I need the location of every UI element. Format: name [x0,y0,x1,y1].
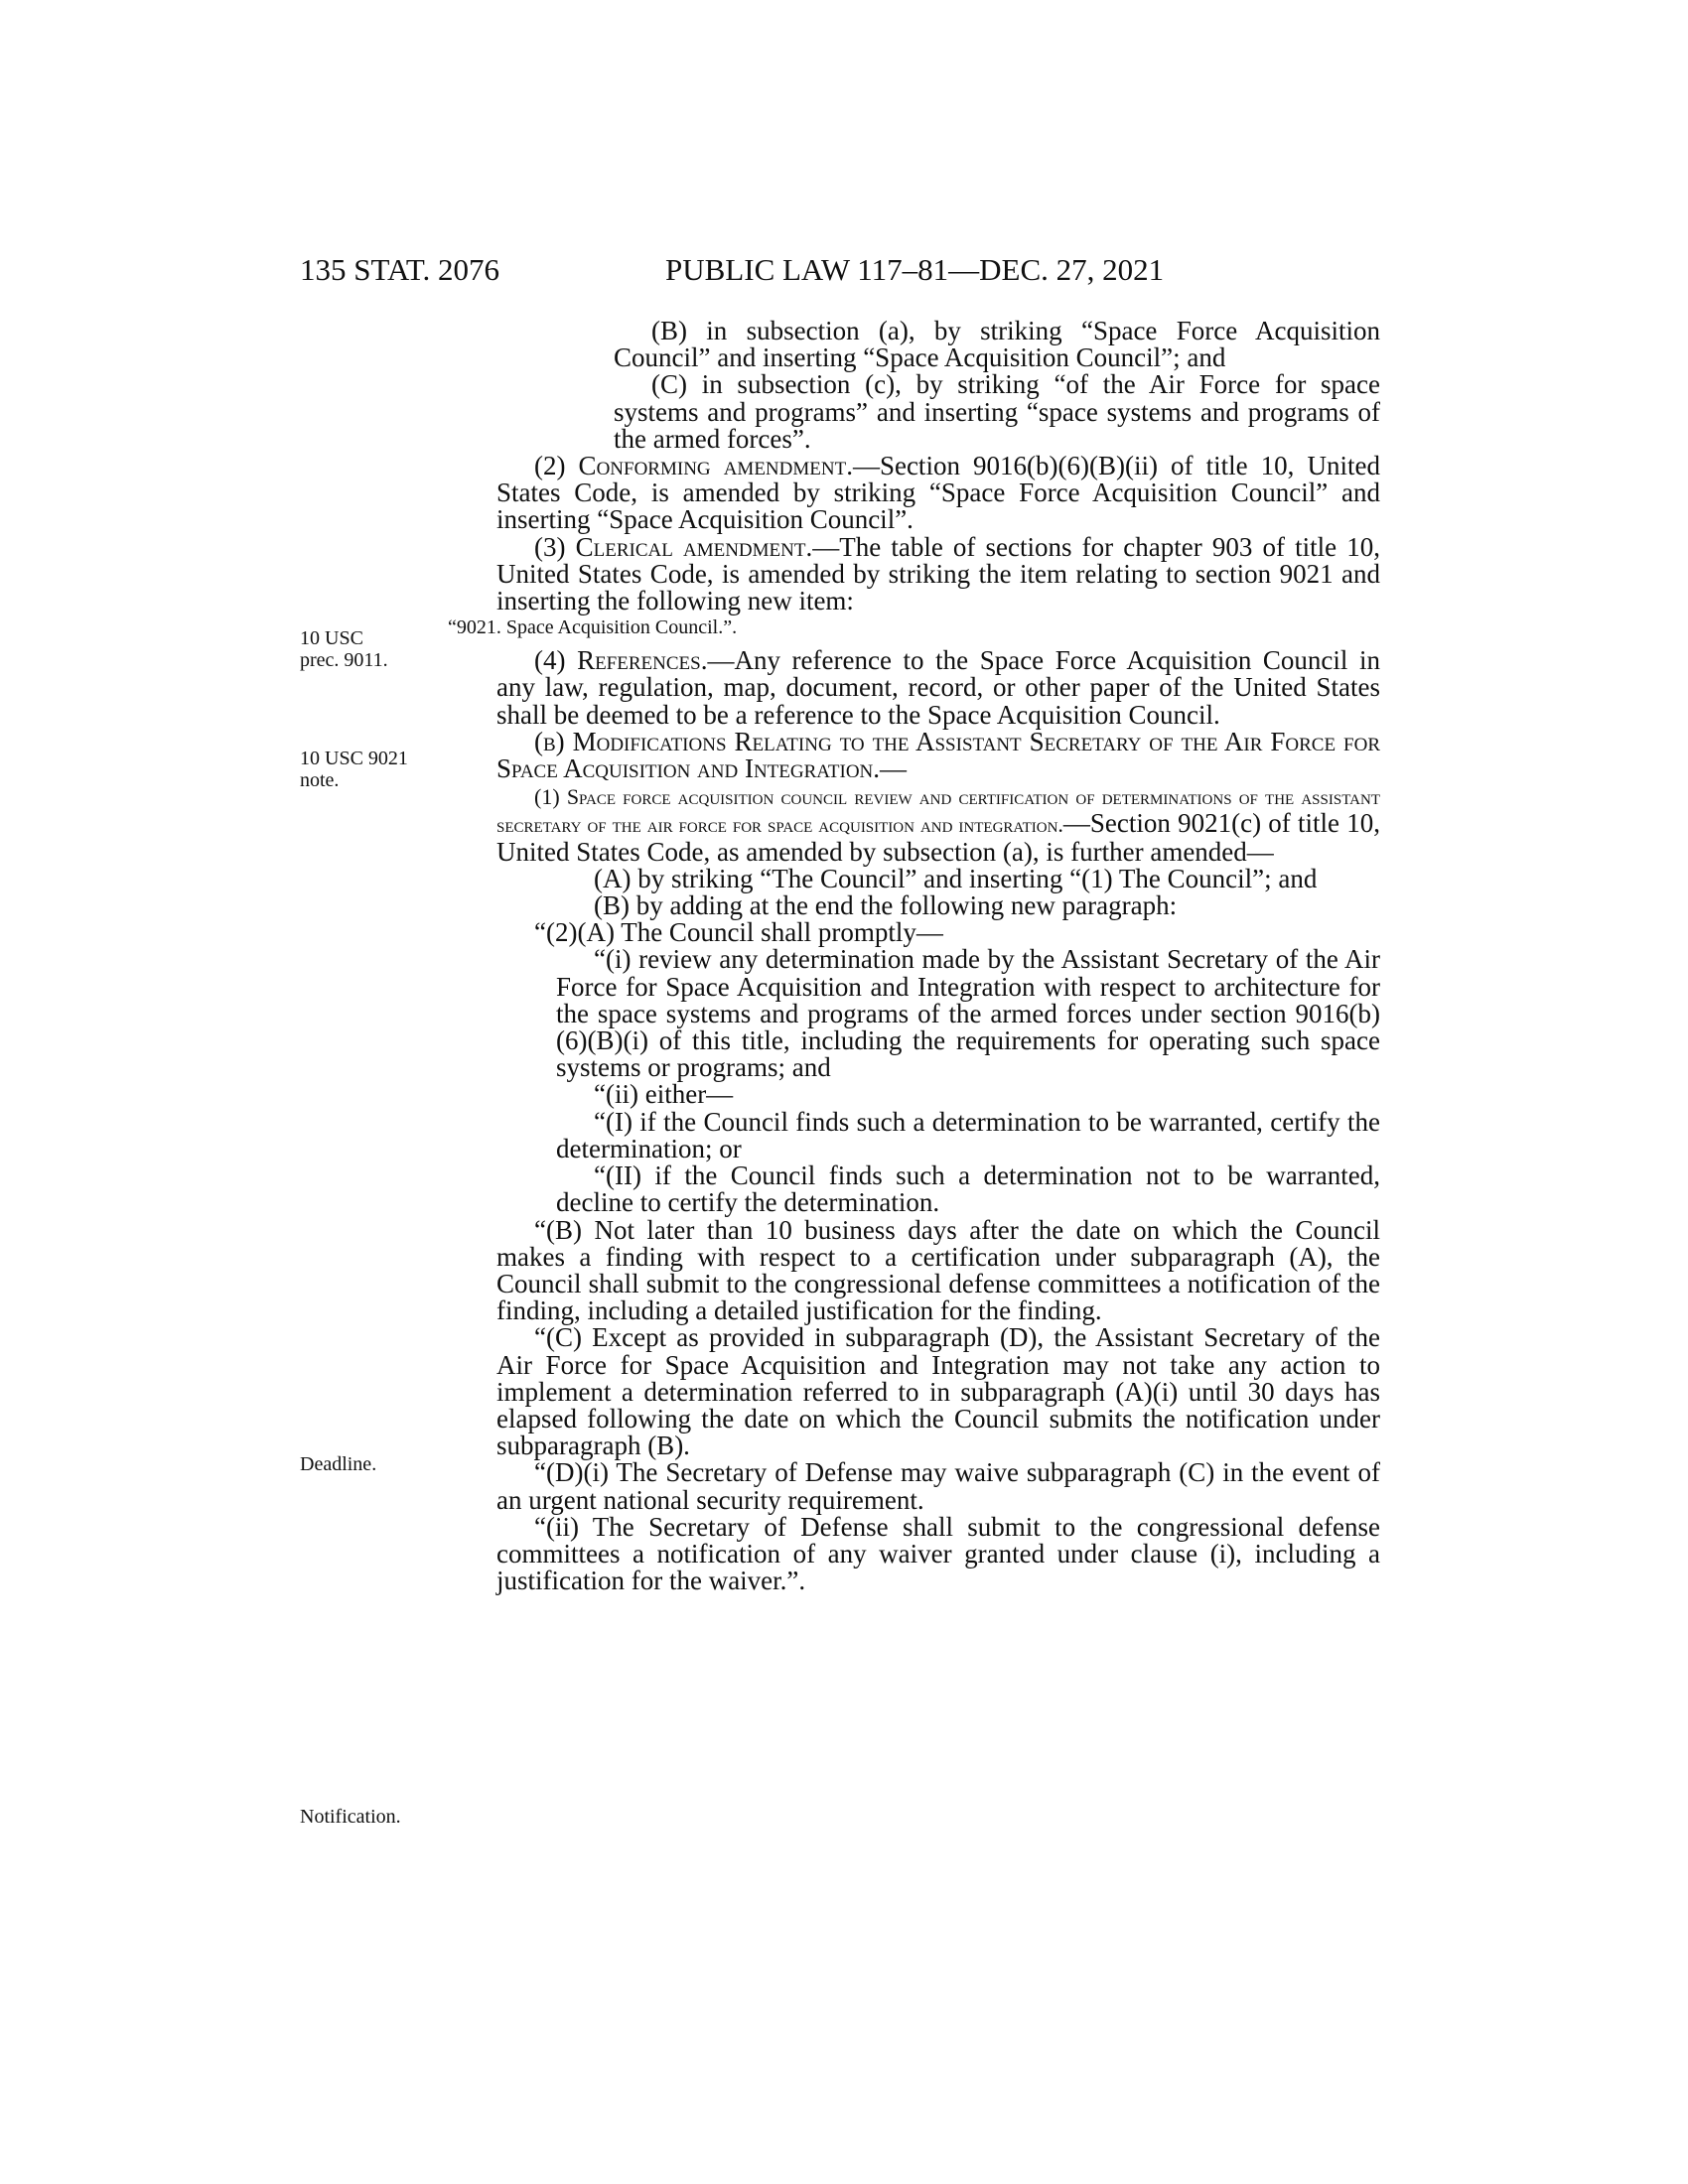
text-references: —Any reference to the Space Force Acquisition Council in any law, regulation, map, document, record, or other paper of the United States shall be deemed to be a reference to the Space Acquisition Council. [496,645,1381,730]
stat-page-number: 135 STAT. 2076 [300,252,500,287]
paragraph-references [496,647,1380,729]
quoted-i-review: “(i) review any determination made by the Assistant Secretary of the Air Force for Space Acquisition and Integration with respect to architecture for the space systems and programs of the armed forces under section 9016(b)(6)(B)(i) of this title, including the requirements for operating such space systems or programs; and [556,944,1380,1083]
paragraph-review-certification [496,782,1380,866]
margin-note-note-line2: note. [300,769,340,791]
margin-note-prec-line2: prec. 9011. [300,649,388,671]
quoted-II-not-warranted: “(II) if the Council finds such a determination not to be warranted, decline to certify the determination. [556,1160,1380,1218]
subsection-b-heading: (b) Modifications Relating to the Assistant Secretary of the Air Force for Space Acquisition and Integration.— [496,726,1380,784]
text-conforming-amendment: —Section 9016(b)(6)(B)(ii) of title 10, United States Code, is amended by striking “Space Force Acquisition Council” and inserting “Space Acquisition Council”. [496,451,1380,535]
quoted-2a: “(2)(A) The Council shall promptly— [534,917,943,948]
margin-note-note [300,748,449,791]
paragraph-b: (B) in subsection (a), by striking “Space Force Acquisition Council” and inserting “Space Acquisition Council”; and [614,316,1380,373]
new-table-item: “9021. Space Acquisition Council.”. [448,616,738,639]
margin-note-prec-line1: 10 USC [300,627,363,649]
quoted-ii-notification: “(ii) The Secretary of Defense shall submit to the congressional defense committees a notification of any waiver granted under clause (i), including a justification for the waiver.”. [496,1511,1380,1596]
paragraph-conforming-amendment [437,453,1380,534]
text-review-certification: —Section 9021(c) of title 10, United States Code, as amended by subsection (a), is further amended— [496,808,1380,867]
heading-references: (4) References. [534,645,708,676]
heading-review-certification: (1) Space force acquisition council review and certification of determinations of the assistant secretary of the air force for space acquisition and integration. [496,784,1380,838]
quoted-c-except: “(C) Except as provided in subparagraph (D), the Assistant Secretary of the Air Force for Space Acquisition and Integration may not take any action to implement a determination referred to in subparagraph (A)(i) until 30 days has elapsed following the date on which the Council submits the notification under subparagraph (B). [496,1322,1380,1461]
margin-note-notification: Notification. [300,1806,401,1828]
margin-note-deadline: Deadline. [300,1453,377,1475]
margin-note-note-line1: 10 USC 9021 [300,748,408,769]
quoted-ii-either: “(ii) either— [594,1079,734,1110]
heading-conforming-amendment: (2) Conforming amendment. [534,451,853,481]
paragraph-a-striking: (A) by striking “The Council” and inserting “(1) The Council”; and [594,863,1318,893]
quoted-d-waive: “(D)(i) The Secretary of Defense may waive subparagraph (C) in the event of an urgent national security requirement. [496,1457,1380,1515]
text-clerical-amendment: —The table of sections for chapter 903 of title 10, United States Code, is amended by striking the item relating to section 9021 and inserting the following new item: [496,531,1380,616]
page-header [300,250,1382,290]
law-title: PUBLIC LAW 117–81—DEC. 27, 2021 [665,252,1165,287]
quoted-I-warranted: “(I) if the Council finds such a determination to be warranted, certify the determination; or [556,1106,1380,1163]
document-body [448,316,1381,1596]
paragraph-clerical-amendment [437,531,1380,616]
heading-clerical-amendment: (3) Clerical amendment. [534,531,813,562]
quoted-b-deadline: “(B) Not later than 10 business days after the date on which the Council makes a finding with respect to a certification under subparagraph (A), the Council shall submit to the congressional defense committees a notification of the finding, including a detailed justification for the finding. [496,1214,1380,1326]
paragraph-c: (C) in subsection (c), by striking “of the Air Force for space systems and programs” and inserting “space systems and programs of the armed forces”. [614,369,1380,454]
margin-note-prec [300,627,449,671]
paragraph-b-adding: (B) by adding at the end the following new paragraph: [594,890,1178,921]
